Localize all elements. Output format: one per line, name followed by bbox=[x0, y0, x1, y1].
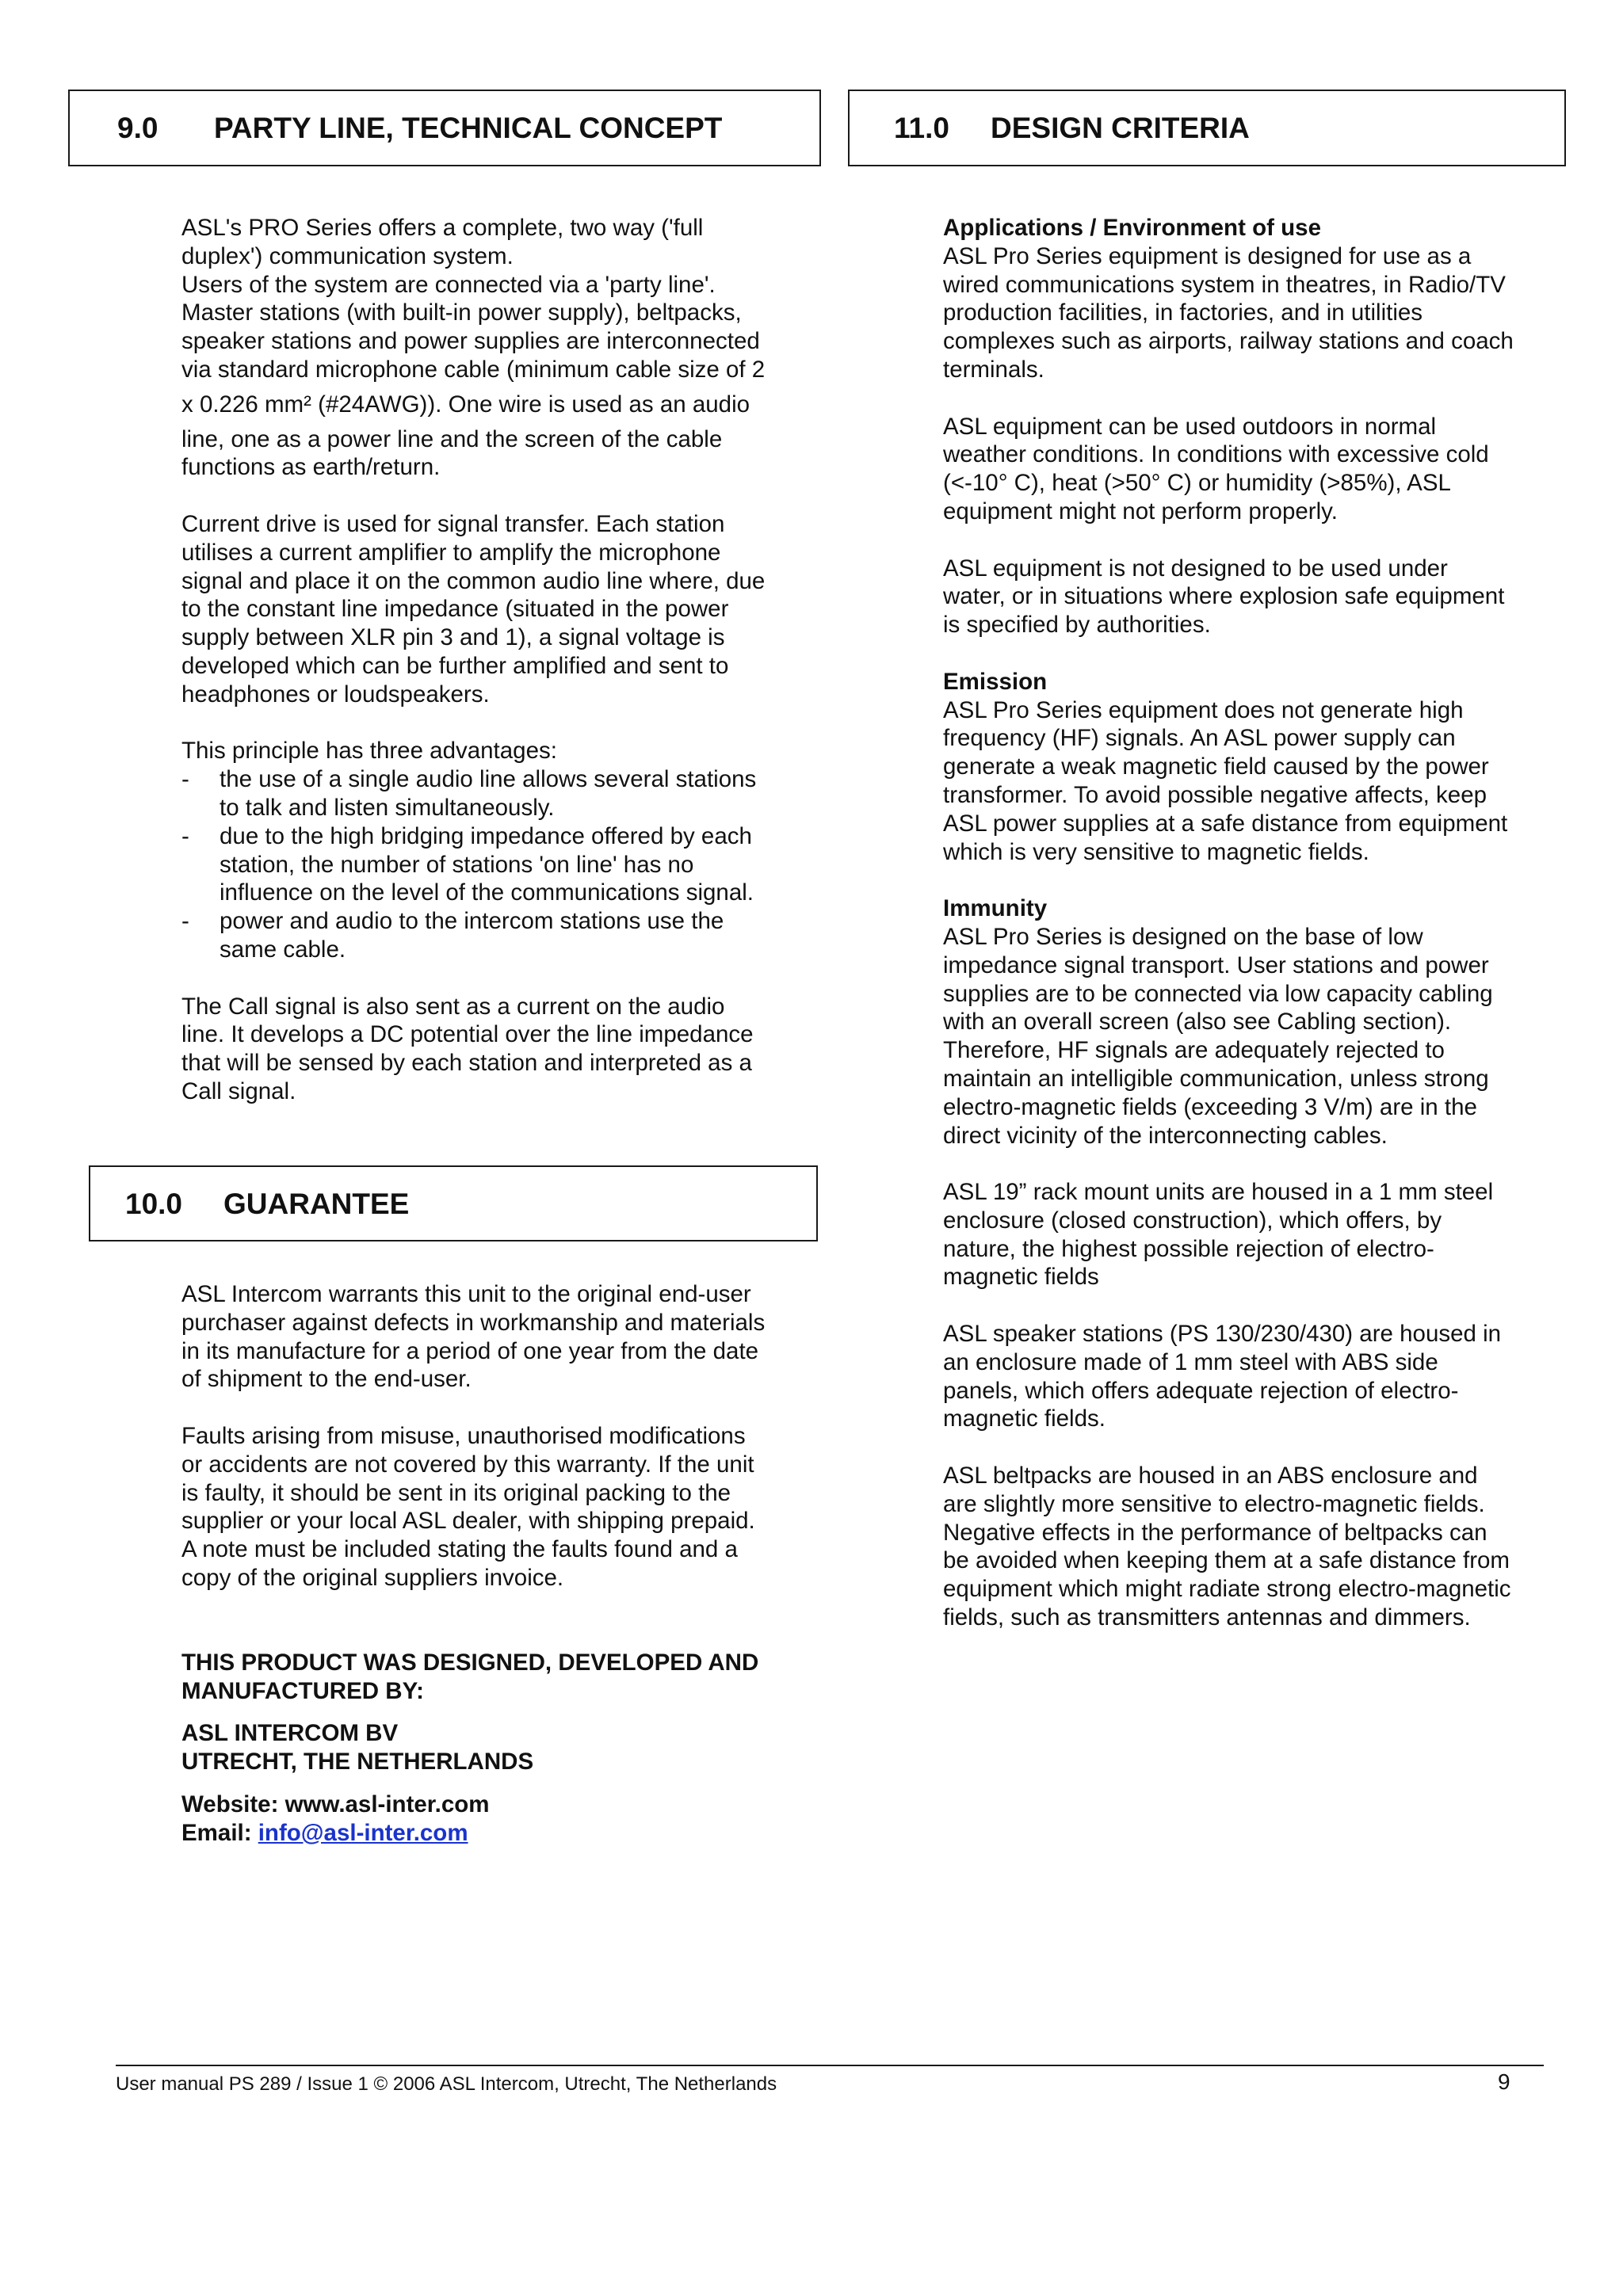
list-item: - due to the high bridging impedance offered by each station, the number of stations 'on line' has no influence on the level of the communications signal. bbox=[181, 822, 815, 907]
website: Website: www.asl-inter.com bbox=[181, 1791, 490, 1817]
footer-text: User manual PS 289 / Issue 1 © 2006 ASL Intercom, Utrecht, The Netherlands bbox=[116, 2073, 777, 2095]
paragraph: ASL Intercom warrants this unit to the original end-user purchaser against defects in workmanship and materials in its manufacture for a period of one year from the date of shipment to the end-user. bbox=[181, 1281, 766, 1393]
subheading: Emission bbox=[943, 668, 1048, 695]
list-item: - the use of a single audio line allows several stations to talk and listen simultaneously. bbox=[181, 765, 815, 822]
section-title: DESIGN CRITERIA bbox=[991, 112, 1250, 144]
section-number: 11.0 bbox=[894, 112, 949, 144]
immunity-block: Immunity ASL Pro Series is designed on the base of low impedance signal transport. User stations and power supplies are to be connected via low capacity cabling with an overall screen (also see Cabling section). Therefore, HF signals are adequately rejected to maintain an intelligible communication, unless strong electro-magnetic fields (exceeding 3 V/m) are in the direct vicinity of the interconnecting cables. bbox=[943, 895, 1493, 1149]
section-9-heading bbox=[68, 90, 821, 166]
paragraph: ASL equipment can be used outdoors in normal weather conditions. In conditions with excessive cold (<-10° C), heat (>50° C) or humidity (>85%), ASL equipment might not perform properly. bbox=[943, 413, 1489, 524]
subheading: Applications / Environment of use bbox=[943, 215, 1321, 241]
page-number: 9 bbox=[1498, 2069, 1510, 2094]
paragraph: The Call signal is also sent as a current on the audio line. It develops a DC potential over the line impedance that will be sensed by each station and interpreted as a Call signal. bbox=[181, 993, 754, 1104]
applications-block: Applications / Environment of use ASL Pro Series equipment is designed for use as a wired communications system in theatres, in Radio/TV production facilities, in factories, and in utilities complexes such as airports, railway stations and coach terminals. bbox=[943, 215, 1514, 383]
section-10-body bbox=[181, 1280, 815, 1848]
section-title: PARTY LINE, TECHNICAL CONCEPT bbox=[214, 112, 723, 144]
company-address: ASL INTERCOM BV UTRECHT, THE NETHERLANDS bbox=[181, 1720, 534, 1775]
paragraph: ASL speaker stations (PS 130/230/430) are housed in an enclosure made of 1 mm steel with ABS side panels, which offers adequate rejection of electro- magnetic fields. bbox=[943, 1321, 1502, 1432]
advantages-list bbox=[181, 765, 815, 964]
contact-info bbox=[181, 1791, 815, 1848]
manufacturer-statement: THIS PRODUCT WAS DESIGNED, DEVELOPED AND MANUFACTURED BY: bbox=[181, 1649, 759, 1704]
section-10-heading bbox=[89, 1165, 818, 1241]
section-9-body bbox=[181, 214, 815, 1106]
paragraph: ASL's PRO Series offers a complete, two way ('full duplex') communication system. Users of the system are connected via a 'party line'. Master stations (with built-in power supply), beltpacks, speaker stations and power supplies are interconnected via standard microphone cable (minimum cable size of 2 x 0.226 mm² (#24AWG)). One wire is used as an audio line, one as a power line and the screen of the cable functions as earth/return. bbox=[181, 215, 766, 481]
section-number: 9.0 bbox=[117, 112, 158, 144]
section-11-heading bbox=[848, 90, 1566, 166]
paragraph: This principle has three advantages: bbox=[181, 738, 557, 765]
paragraph: ASL 19” rack mount units are housed in a 1 mm steel enclosure (closed construction), which offers, by nature, the highest possible rejection of electro- magnetic fields bbox=[943, 1179, 1494, 1291]
paragraph: Current drive is used for signal transfer. Each station utilises a current amplifier to amplify the microphone signal and place it on the common audio line where, due to the constant line impedance (situated in the power supply between XLR pin 3 and 1), a signal voltage is developed which can be further amplified and sent to headphones or loudspeakers. bbox=[181, 510, 766, 707]
list-item: - power and audio to the intercom stations use the same cable. bbox=[181, 907, 815, 964]
footer-divider bbox=[116, 2065, 1544, 2066]
paragraph: Faults arising from misuse, unauthorised modifications or accidents are not covered by this warranty. If the unit is faulty, it should be sent in its original packing to the supplier or your local ASL dealer, with shipping prepaid. A note must be included stating the faults found and a copy of the original suppliers invoice. bbox=[181, 1422, 755, 1591]
section-number: 10.0 bbox=[125, 1187, 183, 1220]
section-11-body bbox=[943, 214, 1545, 1632]
email-label: Email: bbox=[181, 1819, 252, 1846]
section-title: GUARANTEE bbox=[223, 1187, 410, 1220]
subheading: Immunity bbox=[943, 895, 1048, 922]
emission-block: Emission ASL Pro Series equipment does not generate high frequency (HF) signals. An ASL power supply can generate a weak magnetic field caused by the power transformer. To avoid possible negative affects, keep ASL power supplies at a safe distance from equipment which is very sensitive to magnetic fields. bbox=[943, 668, 1508, 865]
paragraph: ASL equipment is not designed to be used under water, or in situations where explosion safe equipment is specified by authorities. bbox=[943, 555, 1505, 639]
paragraph: ASL beltpacks are housed in an ABS enclosure and are slightly more sensitive to electro-magnetic fields. Negative effects in the performance of beltpacks can be avoided when keeping them at a safe distance from equipment which might radiate strong electro-magnetic fields, such as transmitters antennas and dimmers. bbox=[943, 1463, 1511, 1631]
email-link[interactable]: info@asl-inter.com bbox=[258, 1819, 468, 1846]
